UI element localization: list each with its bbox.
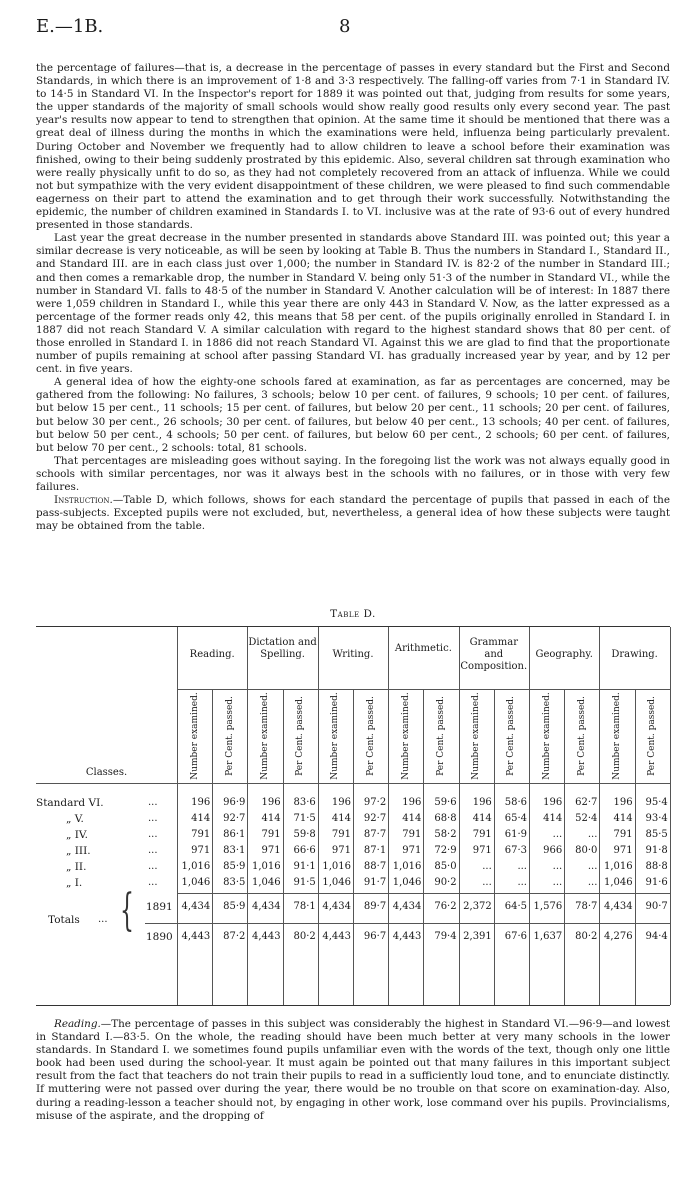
subheader <box>251 693 279 779</box>
table-cell: 89·7 <box>363 901 387 912</box>
table-cell: 71·5 <box>293 813 316 824</box>
paragraph <box>36 1018 670 1123</box>
subheader <box>181 693 209 779</box>
table-cell: 85·9 <box>223 901 246 912</box>
table-cell: 196 <box>613 797 633 808</box>
table-cell: 80·0 <box>575 845 598 856</box>
row-label: „ I. <box>66 877 83 889</box>
table-cell: 791 <box>613 829 633 840</box>
table-cell: ... <box>482 877 492 888</box>
subheader-label: Per Cent. passed. <box>224 696 235 776</box>
paragraph: That percentages are misleading goes without saying. In the foregoing list the work was not always equally good in schools with similar percentages, nor was it always best in the schools with no failures, or in those with very few failures. <box>36 454 670 493</box>
table-cell: 4,443 <box>392 931 422 942</box>
table-cell: 1,046 <box>603 877 633 888</box>
table-cell: 92·7 <box>363 813 387 824</box>
table-vline <box>670 627 671 1005</box>
table-cell: 414 <box>613 813 633 824</box>
table-cell: 78·7 <box>575 901 598 912</box>
subheader-label: Per Cent. passed. <box>365 696 376 776</box>
table-cell: 791 <box>331 829 351 840</box>
table-cell: 971 <box>472 845 492 856</box>
table-cell: 86·1 <box>223 829 246 840</box>
table-cell: 1,016 <box>392 861 422 872</box>
subheader <box>392 693 420 779</box>
table-cell: 88·7 <box>363 861 387 872</box>
table-cell: 1,016 <box>251 861 281 872</box>
table-cell: 66·6 <box>293 845 316 856</box>
table-cell: 64·5 <box>504 901 527 912</box>
table-cell: 87·2 <box>223 931 246 942</box>
table-cell: 1,637 <box>533 931 563 942</box>
subheader <box>568 693 596 779</box>
totals-brace: { <box>120 885 134 936</box>
table-hline <box>36 783 670 784</box>
subheader <box>427 693 455 779</box>
subject-header: Arithmetic. <box>394 643 452 654</box>
table-cell: 791 <box>261 829 281 840</box>
table-cell: 90·2 <box>434 877 457 888</box>
table-cell: 196 <box>543 797 563 808</box>
subject-header: Dictation and Spelling. <box>248 637 317 660</box>
table-cell: 96·9 <box>223 797 246 808</box>
row-dots: ... <box>148 861 158 872</box>
paragraph: the percentage of failures—that is, a decrease in the percentage of passes in every standard but the First and Second Standards, in which there is an improvement of 1·8 and 3·3 respectively. The falling-off varies from 7·1 in Standard IV. to 14·5 in Standard VI. In the Inspector's report for 1889 it was pointed out that, judging from results for some years, the upper standards of the majority of small schools would show really good results only every second year. The past year's results now appear to tend to strengthen that opinion. At the same time it should be mentioned that there was a great deal of illness during the months in which the examinations were held, influenza being particularly prevalent. During October and November we frequently had to allow children to leave a school before their examination was finished, owing to their being suddenly prostrated by this epidemic. Also, several children sat through examination who were really physically unfit to do so, as they had not completely recovered from an attack of influenza. While we could not but sympathize with the very evident disappointment of these children, we were pleased to find such commendable eagerness on their part to attend the examination and to get through their work successfully. Notwithstanding the epidemic, the number of children examined in Standards I. to VI. inclusive was at the rate of 93·6 out of every hundred presented in those standards. <box>36 62 670 232</box>
row-label: „ II. <box>66 861 87 873</box>
subheader <box>286 693 314 779</box>
table-cell: 91·6 <box>645 877 668 888</box>
totals-year: 1890 <box>146 931 173 943</box>
subheader-label: Number examined. <box>330 692 341 780</box>
subheader-label: Per Cent. passed. <box>436 696 446 776</box>
table-cell: 4,443 <box>251 931 281 942</box>
table-cell: 414 <box>331 813 351 824</box>
table-cell: 4,443 <box>181 931 211 942</box>
subheader <box>603 693 631 779</box>
reading-text: —The percentage of passes in this subject was considerably the highest in Standard VI.—96·9—and lowest in Standard I.—83·5. On the whole, the reading should have been much better at very many schools in the lower standards. In Standard I. we sometimes found pupils unfamiliar even with the words of the text, though only one little book had been used during the school-year. It must again be pointed out that many failures in this important subject result from the fact that teachers do not train their pupils to read in a sufficiently loud tone, and to enunciate distinctly. If muttering were not passed over during the year, there would be no trouble on that score on examination-day. Also, during a reading-lesson a teacher should not, by engaging in other work, lose command over his pupils. Provincialisms, misuse of the aspirate, and the dropping of <box>36 1018 670 1122</box>
table-cell: 1,016 <box>322 861 351 872</box>
row-label: „ III. <box>66 845 91 857</box>
table-cell: 79·4 <box>434 931 457 942</box>
table-cell: 791 <box>402 829 422 840</box>
table-cell: 76·2 <box>434 901 457 912</box>
table-cell: 414 <box>402 813 422 824</box>
table-cell: 61·9 <box>504 829 527 840</box>
table-cell: 59·6 <box>434 797 457 808</box>
table-cell: 196 <box>472 797 492 808</box>
instruction-text: —Table D, which follows, shows for each standard the percentage of pupils that passed in each of the pass-subjects. Excepted pupils were not excluded, but, nevertheless, a general idea of how these subjects were taught may be obtained from the table. <box>36 494 670 533</box>
table-cell: 1,046 <box>181 877 211 888</box>
table-cell: ... <box>552 861 563 872</box>
paragraph: Last year the great decrease in the number presented in standards above Standard III. was pointed out; this year a similar decrease is very noticeable, as will be seen by looking at Table B. Thus the numbers in Standard I., Standard II., and Standard III. are in each class just over 1,000; the number in Standard IV. is 82·2 of the number in Standard III.; and then comes a remarkable drop, the number in Standard V. being only 51·3 of the number in Standard VI., while the number in Standard VI. falls to 48·5 of the number in Standard V. Another calculation will be of interest: In 1887 there were 1,059 children in Standard I., while this year there are only 443 in Standard V. Now, as the latter expressed as a percentage of the former reads only 42, this means that 58 per cent. of the pupils originally enrolled in Standard I. in 1887 did not reach Standard V. A similar calculation with regard to the highest standard shows that 80 per cent. of those enrolled in Standard I. in 1886 did not reach Standard VI. Against this we are glad to find that the proportionate number of pupils remaining at school after passing Standard VI. has gradually increased year by year, and by 12 per cent. in five years. <box>36 232 670 376</box>
table-cell: 1,016 <box>603 861 633 872</box>
classes-header: Classes. <box>85 767 128 778</box>
table-cell: 87·7 <box>363 829 387 840</box>
subheader-label: Number examined. <box>471 692 482 780</box>
table-cell: 1,046 <box>392 877 422 888</box>
table-cell: 971 <box>613 845 633 856</box>
subheader-label: Per Cent. passed. <box>576 696 587 776</box>
table-cell: 94·4 <box>645 931 668 942</box>
row-dots: ... <box>148 877 158 888</box>
table-cell: ... <box>517 877 527 888</box>
subheader <box>638 693 666 779</box>
document-reference: E.—1B. <box>36 16 104 37</box>
table-cell: 91·7 <box>363 877 387 888</box>
table-cell: ... <box>482 861 492 872</box>
table-cell: 91·1 <box>293 861 316 872</box>
table-cell: 80·2 <box>575 931 598 942</box>
table-cell: 78·1 <box>293 901 316 912</box>
table-cell: 59·8 <box>293 829 316 840</box>
table-cell: ... <box>587 861 598 872</box>
instruction-lead: Instruction. <box>54 494 113 507</box>
table-cell: 58·2 <box>434 829 457 840</box>
table-cell: 414 <box>543 813 563 824</box>
table-cell: 58·6 <box>504 797 527 808</box>
table-cell: 791 <box>472 829 492 840</box>
table-bottom-rule <box>36 1005 670 1006</box>
table-cell: 93·4 <box>645 813 668 824</box>
table-title: Table D. <box>330 608 376 620</box>
table-cell: 95·4 <box>645 797 668 808</box>
table-cell: 1,046 <box>251 877 281 888</box>
subject-header: Grammar and Composition. <box>460 637 528 672</box>
page-number: 8 <box>339 16 351 37</box>
row-label: Standard VI. <box>36 797 104 809</box>
table-hline <box>177 689 670 690</box>
subheader-label: Per Cent. passed. <box>506 696 517 776</box>
table-cell: 966 <box>543 845 563 856</box>
table-cell: 91·8 <box>645 845 668 856</box>
subject-header: Reading. <box>189 649 235 660</box>
table-cell: ... <box>587 877 598 888</box>
totals-label: Totals <box>48 914 80 926</box>
totals-dots: ... <box>98 914 108 925</box>
table-cell: 196 <box>402 797 422 808</box>
table-cell: ... <box>587 829 598 840</box>
subject-header: Drawing. <box>611 649 658 660</box>
subheader <box>216 693 244 779</box>
table-cell: 971 <box>261 845 281 856</box>
table-cell: 85·9 <box>223 861 246 872</box>
table-cell: 1,016 <box>181 861 211 872</box>
table-cell: 971 <box>331 845 351 856</box>
table-cell: 414 <box>191 813 211 824</box>
table-cell: 971 <box>191 845 211 856</box>
table-cell: 85·0 <box>434 861 457 872</box>
table-cell: 85·5 <box>645 829 668 840</box>
reading-lead: Reading. <box>54 1018 101 1030</box>
table-cell: 80·2 <box>293 931 316 942</box>
paragraph <box>36 494 670 533</box>
table-cell: 83·6 <box>293 797 316 808</box>
page-header <box>36 16 670 40</box>
subheader <box>321 693 349 779</box>
table-cell: 4,434 <box>392 901 422 912</box>
row-label: „ IV. <box>66 829 89 841</box>
subheader <box>462 693 490 779</box>
table-cell: 196 <box>261 797 281 808</box>
table-cell: 4,434 <box>322 901 351 912</box>
row-dots: ... <box>148 813 158 824</box>
table-cell: 2,391 <box>463 931 492 942</box>
table-cell: 97·2 <box>363 797 387 808</box>
table-hline <box>177 893 670 894</box>
table-cell: 1,046 <box>322 877 351 888</box>
row-dots: ... <box>148 845 158 856</box>
table-cell: 65·4 <box>504 813 527 824</box>
table-cell: 68·8 <box>434 813 457 824</box>
subheader <box>357 693 385 779</box>
reading-section <box>36 1018 670 1123</box>
table-d <box>36 626 670 1007</box>
table-cell: 88·8 <box>645 861 668 872</box>
table-cell: 67·3 <box>504 845 527 856</box>
table-cell: ... <box>552 829 563 840</box>
subheader-label: Number examined. <box>400 692 411 780</box>
table-cell: 971 <box>402 845 422 856</box>
table-cell: 72·9 <box>434 845 457 856</box>
table-cell: 62·7 <box>575 797 598 808</box>
table-cell: 4,276 <box>603 931 633 942</box>
table-cell: 92·7 <box>223 813 246 824</box>
subheader <box>533 693 561 779</box>
subheader-label: Per Cent. passed. <box>295 696 306 776</box>
subheader-label: Per Cent. passed. <box>647 696 658 776</box>
row-dots: ... <box>148 797 158 808</box>
table-cell: ... <box>552 877 563 888</box>
table-cell: 414 <box>261 813 281 824</box>
subheader-label: Number examined. <box>541 692 552 780</box>
table-cell: 4,434 <box>251 901 281 912</box>
table-cell: 2,372 <box>463 901 492 912</box>
table-cell: 791 <box>191 829 211 840</box>
table-cell: 83·5 <box>223 877 246 888</box>
subheader-label: Number examined. <box>260 692 270 780</box>
table-cell: 196 <box>331 797 351 808</box>
row-label: „ V. <box>66 813 84 825</box>
table-cell: 52·4 <box>575 813 598 824</box>
subject-header: Writing. <box>332 649 374 660</box>
table-cell: 4,434 <box>603 901 633 912</box>
subject-header: Geography. <box>535 649 593 660</box>
table-cell: 87·1 <box>363 845 387 856</box>
table-hline <box>145 923 670 924</box>
subheader-label: Number examined. <box>612 692 622 780</box>
table-cell: 90·7 <box>645 901 668 912</box>
table-cell: 91·5 <box>293 877 316 888</box>
table-cell: 4,443 <box>322 931 351 942</box>
table-cell: 96·7 <box>363 931 387 942</box>
body-text <box>36 62 670 533</box>
totals-year: 1891 <box>146 901 173 913</box>
table-cell: 4,434 <box>181 901 211 912</box>
subheader <box>497 693 525 779</box>
table-cell: 67·6 <box>504 931 527 942</box>
table-cell: 414 <box>472 813 492 824</box>
paragraph: A general idea of how the eighty-one schools fared at examination, as far as percentages are concerned, may be gathered from the following: No failures, 3 schools; below 10 per cent. of failures, 9 schools; 10 per cent. of failures, but below 15 per cent., 11 schools; 15 per cent. of failures, but below 20 per cent., 11 schools; 20 per cent. of failures, but below 30 per cent., 26 schools; 30 per cent. of failures, but below 40 per cent., 13 schools; 40 per cent. of failures, but below 50 per cent., 4 schools; 50 per cent. of failures, but below 60 per cent., 2 schools; 60 per cent. of failures, but below 70 per cent., 2 schools: total, 81 schools. <box>36 376 670 454</box>
table-cell: 196 <box>191 797 211 808</box>
table-cell: 1,576 <box>533 901 563 912</box>
subheader-label: Number examined. <box>189 692 200 780</box>
table-cell: ... <box>517 861 527 872</box>
row-dots: ... <box>148 829 158 840</box>
table-cell: 83·1 <box>223 845 246 856</box>
